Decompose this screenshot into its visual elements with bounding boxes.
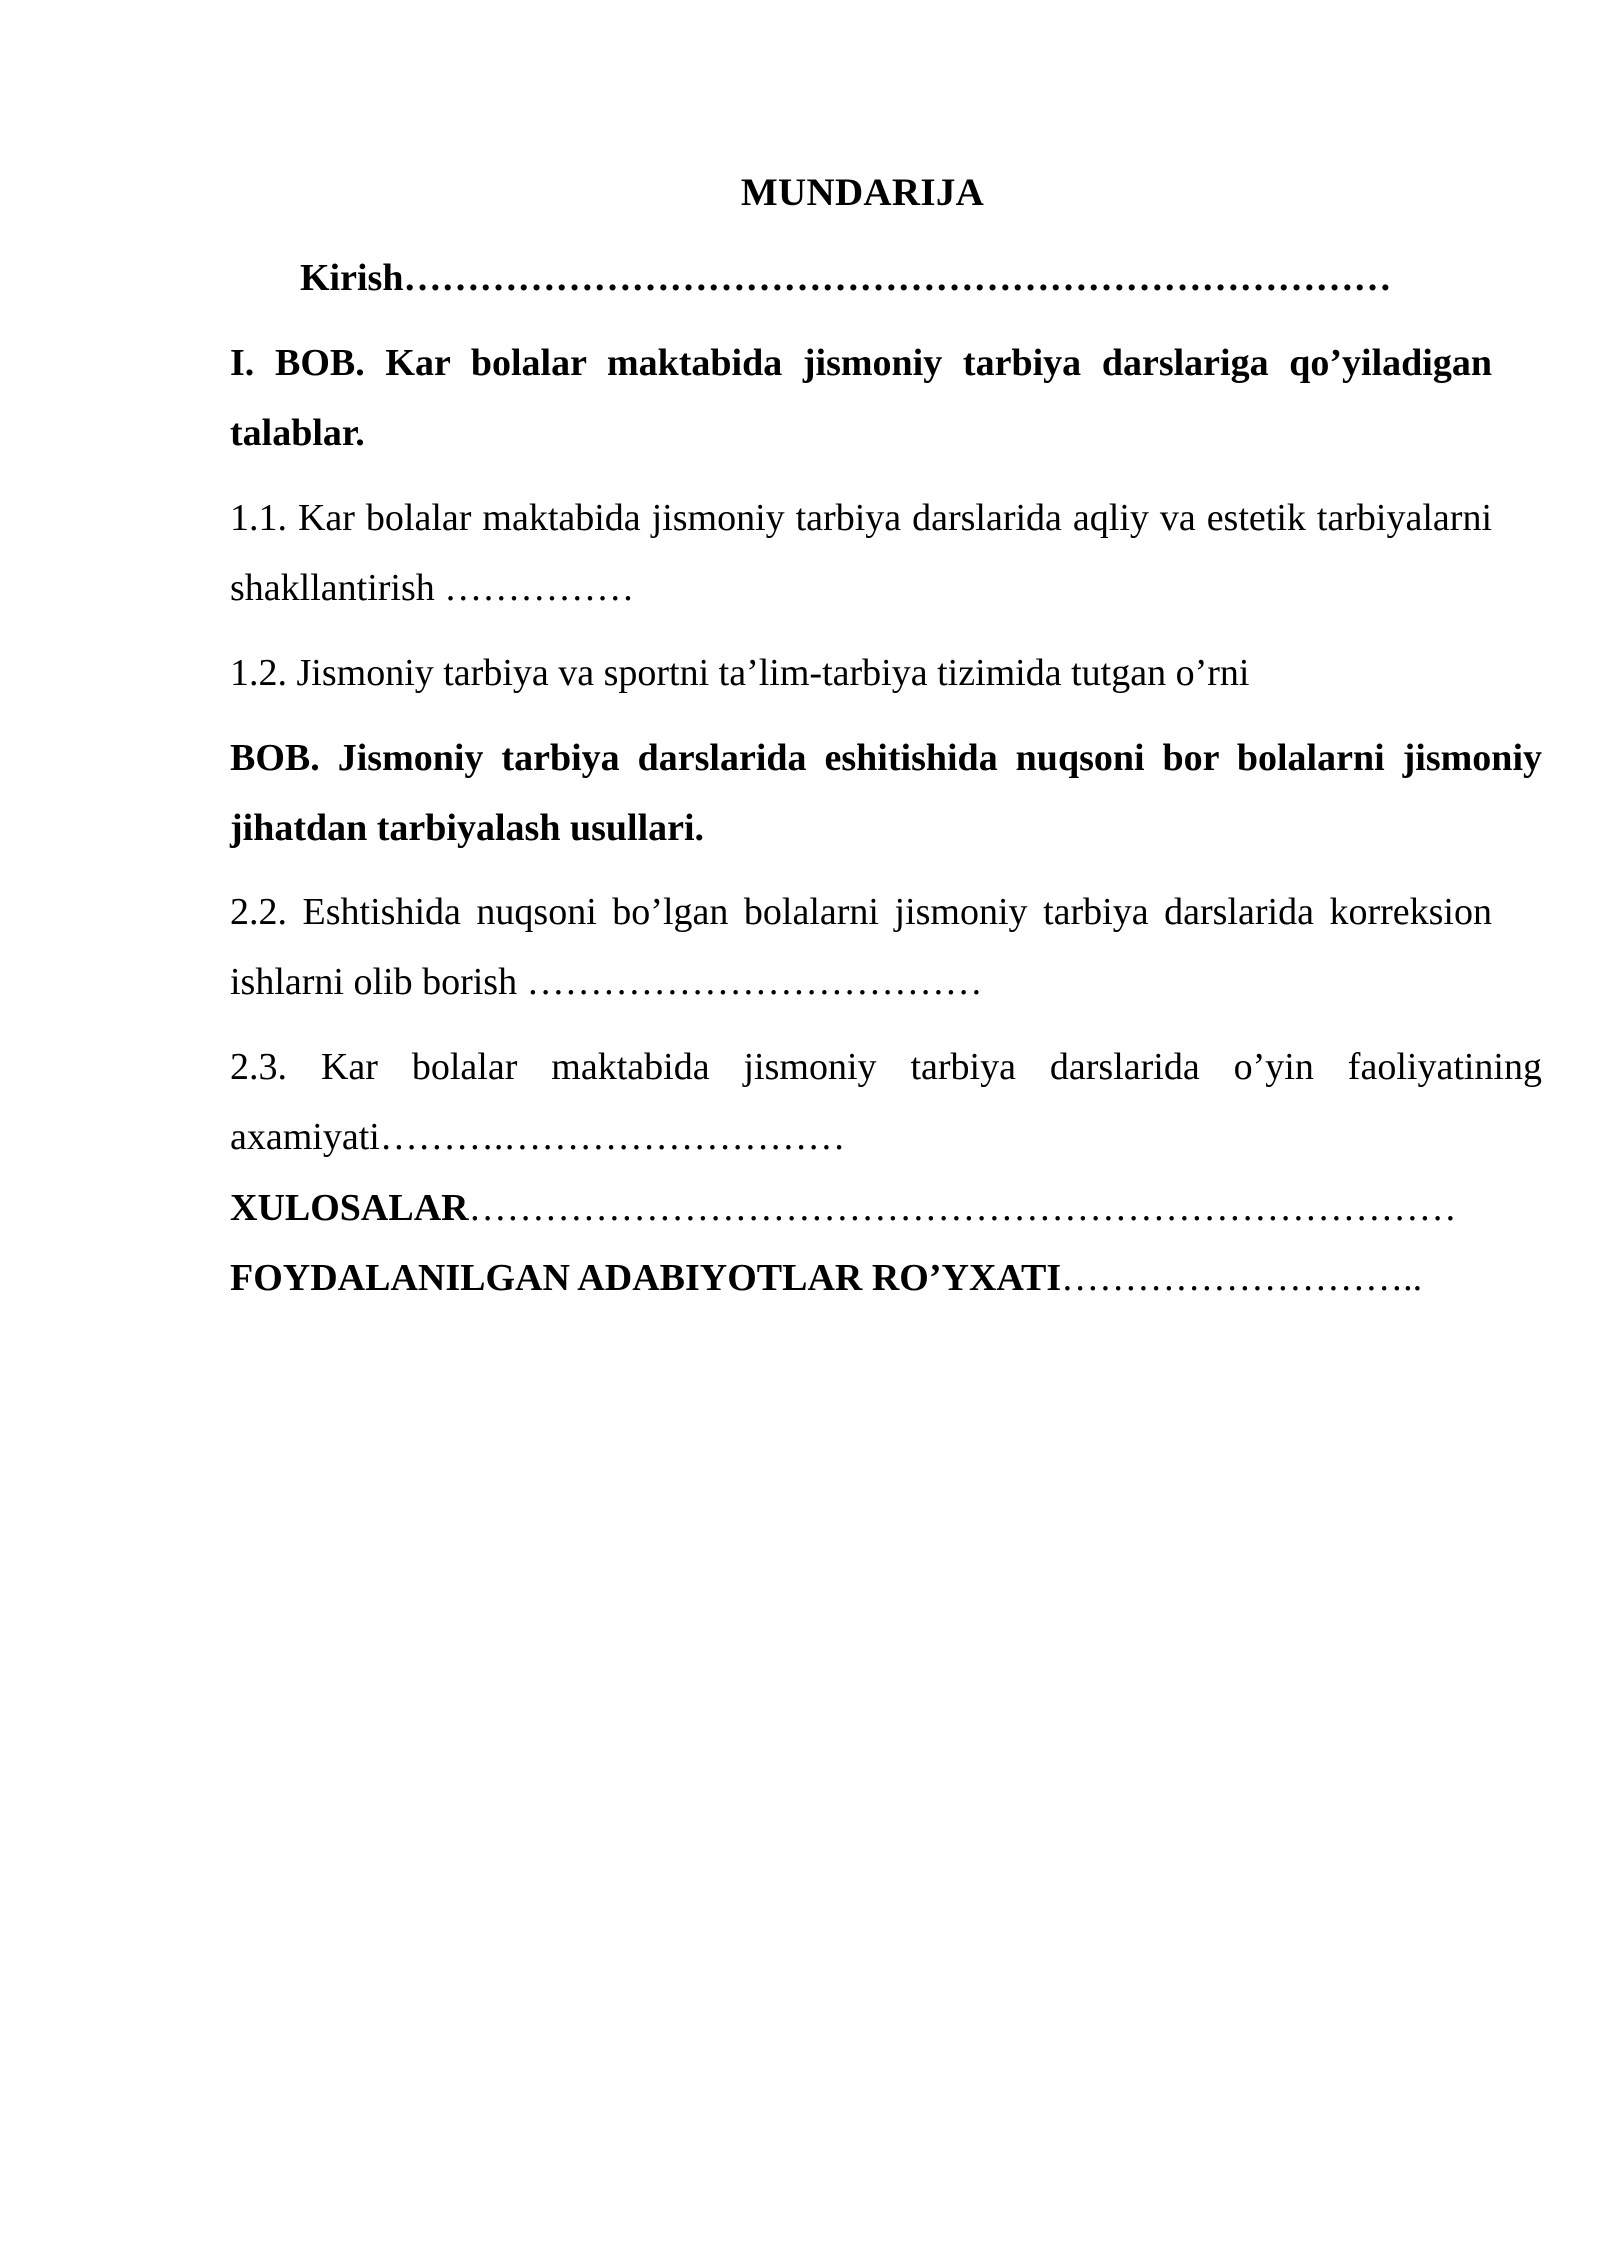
toc-entry-text: FOYDALANILGAN ADABIYOTLAR RO’YXATI xyxy=(230,1257,1062,1299)
toc-entry-text: 2.3. Kar bolalar maktabida jismoniy tarbiya darslarida o’yin faoliyatining axamiyati xyxy=(230,1046,1542,1158)
toc-entry-2-2 xyxy=(230,877,1492,1017)
toc-entry-text: 2.2. Eshtishida nuqsoni bo’lgan bolalarni jismoniy tarbiya darslarida korreksion ishlarni olib borish xyxy=(230,891,1492,1003)
page-title: MUNDARIJA xyxy=(740,171,985,214)
toc-entry-xulosalar xyxy=(230,1173,1492,1243)
toc-entry-text: I. BOB. Kar bolalar maktabida jismoniy tarbiya darslariga qo’yiladigan talablar. xyxy=(230,342,1492,454)
toc-entry-kirish xyxy=(300,243,1492,313)
toc-entry-text: 1.1. Kar bolalar maktabida jismoniy tarbiya darslarida aqliy va estetik tarbiyalarni shakllantirish xyxy=(230,497,1492,609)
toc-entry-text: 1.2. Jismoniy tarbiya va sportni ta’lim-tarbiya tizimida tutgan o’rni xyxy=(230,652,1250,694)
toc-entry-2-3 xyxy=(230,1032,1542,1172)
toc-entry-references xyxy=(230,1243,1492,1313)
toc-entry-1-1 xyxy=(230,483,1492,623)
toc-leader-dots: …………………………………………………………………… xyxy=(468,1187,1457,1229)
toc-leader-dots: ……………………………… xyxy=(526,961,983,1003)
toc-leader-dots: …………… xyxy=(444,567,635,609)
toc-entry-1-2 xyxy=(230,638,1492,708)
toc-leader-dots: ……………………….. xyxy=(1061,1257,1423,1299)
toc-entry-chapter-1 xyxy=(230,328,1492,468)
toc-leader-dots: …………………………………………………………………… xyxy=(403,257,1392,299)
toc-leader-dots: ……….……………………… xyxy=(379,1116,846,1158)
toc-entry-text: XULOSALAR xyxy=(230,1187,469,1229)
toc-entry-text: BOB. Jismoniy tarbiya darslarida eshitishida nuqsoni bor bolalarni jismoniy jihatdan tarbiyalash usullari. xyxy=(230,737,1542,849)
toc-entry-text: Kirish xyxy=(300,257,404,299)
toc-entry-chapter-2 xyxy=(230,723,1542,863)
